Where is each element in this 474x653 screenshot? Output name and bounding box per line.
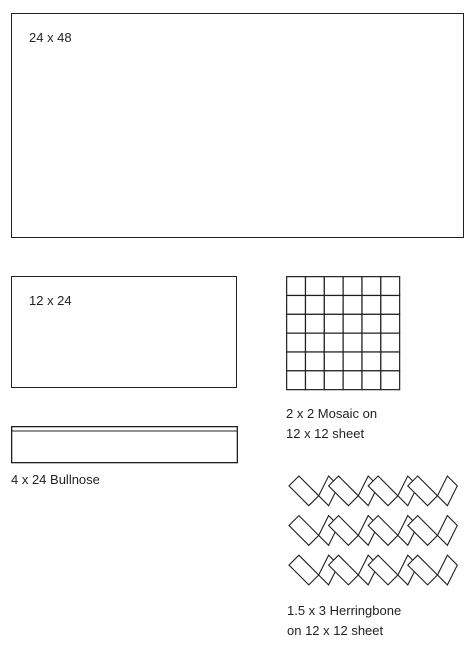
mosaic-cell xyxy=(324,352,343,371)
tile-24x48 xyxy=(11,13,464,238)
mosaic-cell xyxy=(381,371,400,390)
mosaic-cell xyxy=(381,314,400,333)
herringbone-brick xyxy=(437,516,457,546)
mosaic-cell xyxy=(287,371,306,390)
bullnose-outline xyxy=(12,427,238,463)
mosaic-caption xyxy=(286,404,377,444)
mosaic-cell xyxy=(362,277,381,296)
herringbone-brick xyxy=(437,555,457,585)
mosaic-cell xyxy=(362,314,381,333)
mosaic-cell xyxy=(381,277,400,296)
mosaic-cell xyxy=(287,277,306,296)
mosaic-cell xyxy=(305,352,324,371)
mosaic-cell xyxy=(305,277,324,296)
mosaic-grid xyxy=(286,276,400,390)
herringbone-brick xyxy=(289,476,319,506)
mosaic-cell xyxy=(343,352,362,371)
herringbone-caption xyxy=(287,601,401,641)
mosaic-cell xyxy=(324,277,343,296)
mosaic-cell xyxy=(381,295,400,314)
bullnose-caption-text: 4 x 24 Bullnose xyxy=(11,472,100,487)
mosaic-cell xyxy=(343,371,362,390)
mosaic-cell xyxy=(287,352,306,371)
mosaic-cell xyxy=(305,295,324,314)
bullnose-caption xyxy=(11,470,100,490)
herringbone-brick xyxy=(289,555,319,585)
mosaic-cell xyxy=(305,371,324,390)
mosaic-cell xyxy=(343,295,362,314)
mosaic-caption-line2: 12 x 12 sheet xyxy=(286,426,365,441)
herringbone-brick xyxy=(437,476,457,506)
herringbone-caption-line2: on 12 x 12 sheet xyxy=(287,623,384,638)
mosaic-cell xyxy=(362,333,381,352)
mosaic-cell xyxy=(381,352,400,371)
mosaic-cell xyxy=(324,333,343,352)
tile-12x24-label: 12 x 24 xyxy=(29,293,72,308)
mosaic-cell xyxy=(287,295,306,314)
mosaic-cell xyxy=(324,371,343,390)
herringbone-caption-line1: 1.5 x 3 Herringbone xyxy=(287,603,402,618)
mosaic-cell xyxy=(305,333,324,352)
tile-12x24 xyxy=(11,276,237,388)
mosaic-cell xyxy=(343,314,362,333)
mosaic-cell xyxy=(324,295,343,314)
mosaic-cell xyxy=(381,333,400,352)
mosaic-cell xyxy=(362,295,381,314)
herringbone-brick xyxy=(289,516,319,546)
mosaic-cell xyxy=(287,333,306,352)
mosaic-cell xyxy=(362,352,381,371)
mosaic-caption-line1: 2 x 2 Mosaic on xyxy=(286,406,378,421)
mosaic-cell xyxy=(362,371,381,390)
mosaic-cell xyxy=(287,314,306,333)
mosaic-cell xyxy=(343,333,362,352)
tile-24x48-label: 24 x 48 xyxy=(29,30,72,45)
mosaic-cell xyxy=(305,314,324,333)
mosaic-cell xyxy=(324,314,343,333)
mosaic-cell xyxy=(343,277,362,296)
herringbone-sheet xyxy=(287,472,415,596)
bullnose-tile xyxy=(11,426,238,464)
